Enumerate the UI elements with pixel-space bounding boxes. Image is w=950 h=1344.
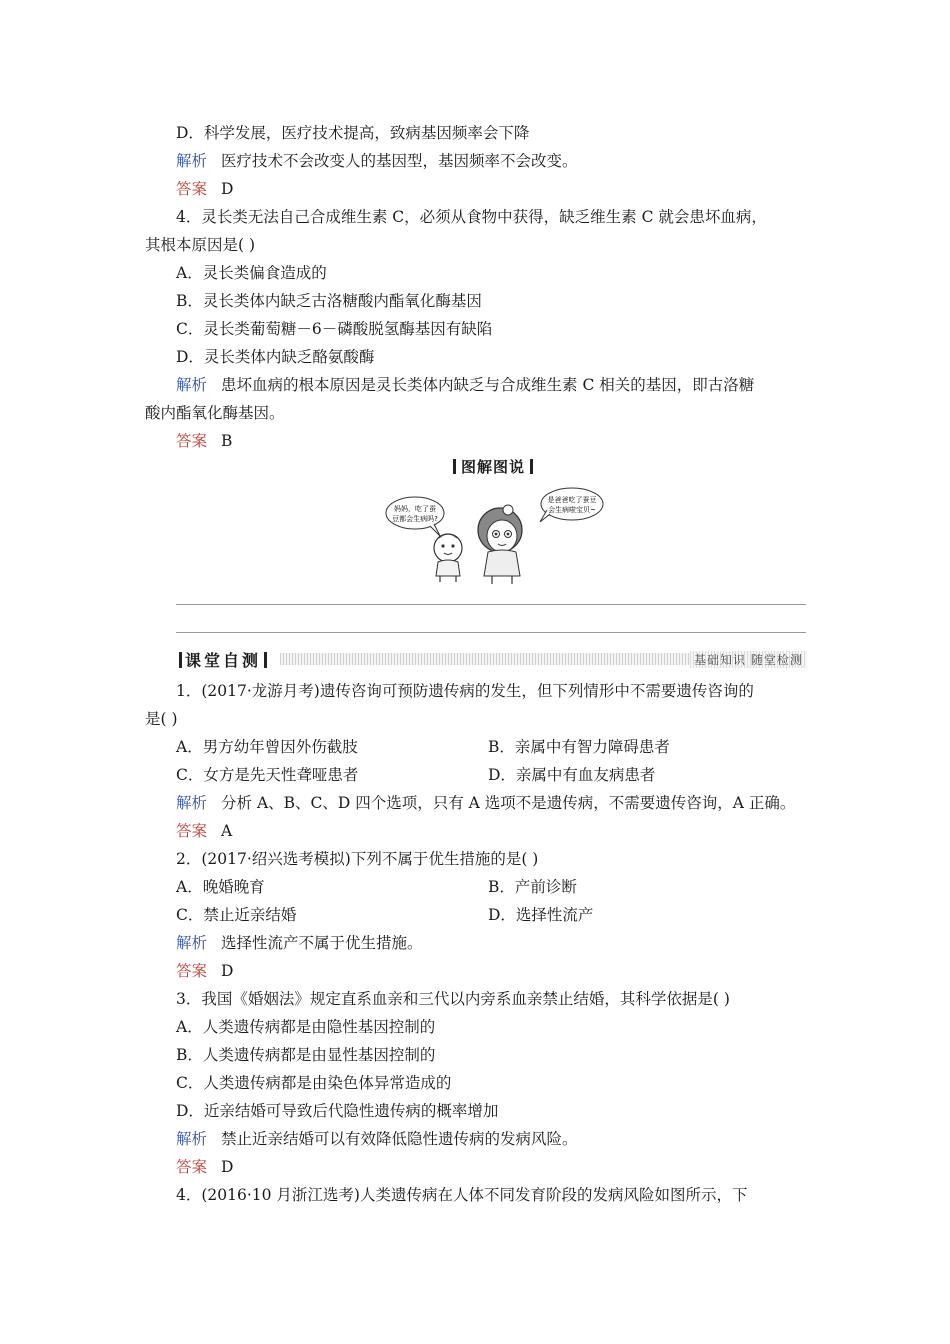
selftest-1-analysis: [176, 793, 795, 813]
question-4-option-a: A．灵长类偏食造成的: [176, 264, 327, 282]
question-4-option-c: C．灵长类葡萄糖－6－磷酸脱氢酶基因有缺陷: [176, 320, 493, 338]
answer-text: D: [221, 962, 234, 980]
selftest-3-answer: [176, 1157, 233, 1177]
selftest-2-options-ab: [176, 877, 577, 897]
selftest-3-option-d: D．近亲结婚可导致后代隐性遗传病的概率增加: [176, 1102, 499, 1120]
answer-label: 答案: [176, 180, 208, 198]
selftest-3-option-c: C．人类遗传病都是由染色体异常造成的: [176, 1074, 452, 1092]
section-title: 课堂自测: [176, 648, 270, 671]
selftest-2-answer: [176, 961, 233, 981]
answer-text: D: [221, 180, 234, 198]
option-b: B．亲属中有智力障碍患者: [488, 738, 670, 756]
section-divider: [280, 653, 710, 665]
selftest-3-stem: 3．我国《婚姻法》规定直系血亲和三代以内旁系血亲禁止结婚，其科学依据是( ): [176, 990, 730, 1008]
option-a: A．男方幼年曾因外伤截肢: [176, 738, 358, 756]
option-d: D．科学发展，医疗技术提高，致病基因频率会下降: [176, 124, 530, 142]
selftest-2-stem: 2．(2017·绍兴选考模拟)下列不属于优生措施的是( ): [176, 850, 539, 868]
section-banner: [176, 648, 846, 670]
cartoon-illustration: [384, 486, 604, 586]
svg-text:豆都会生病吗?: 豆都会生病吗?: [392, 515, 438, 523]
analysis-text: 分析 A、B、C、D 四个选项，只有 A 选项不是遗传病，不需要遗传咨询，A 正确。: [221, 794, 796, 812]
option-c: C．女方是先天性聋哑患者: [176, 766, 359, 784]
selftest-1-options-ab: [176, 737, 670, 757]
analysis-text: 患坏血病的根本原因是灵长类体内缺乏与合成维生素 C 相关的基因，即古洛糖: [221, 376, 755, 394]
analysis-line: [176, 151, 578, 171]
selftest-1-stem-cont: 是( ): [145, 710, 178, 728]
selftest-1-answer: [176, 821, 232, 841]
option-b: B．产前诊断: [488, 878, 577, 896]
option-d: D．亲属中有血友病患者: [488, 766, 656, 784]
option-a: A．晚婚晚育: [176, 878, 265, 896]
figure-title: 图解图说: [448, 456, 538, 477]
selftest-2-options-cd: [176, 905, 594, 925]
analysis-label: 解析: [176, 1130, 208, 1148]
question-4-analysis: [176, 375, 754, 395]
analysis-label: 解析: [176, 376, 208, 394]
analysis-label: 解析: [176, 794, 208, 812]
analysis-text: 选择性流产不属于优生措施。: [221, 934, 423, 952]
selftest-2-analysis: [176, 933, 423, 953]
selftest-3-analysis: [176, 1129, 578, 1149]
analysis-label: 解析: [176, 934, 208, 952]
selftest-1-options-cd: [176, 765, 656, 785]
answer-text: D: [221, 1158, 234, 1176]
answer-line: [176, 179, 233, 199]
question-4-answer: [176, 431, 232, 451]
question-4-stem-cont: 其根本原因是( ): [145, 236, 256, 254]
question-4-analysis-cont: 酸内酯氧化酶基因。: [145, 404, 285, 422]
option-d: D．选择性流产: [488, 906, 594, 924]
selftest-3-option-a: A．人类遗传病都是由隐性基因控制的: [176, 1018, 436, 1036]
question-4-stem: 4．灵长类无法自己合成维生素 C，必须从食物中获得，缺乏维生素 C 就会患坏血病，: [176, 208, 767, 226]
selftest-3-option-b: B．人类遗传病都是由显性基因控制的: [176, 1046, 436, 1064]
selftest-1-stem: 1．(2017·龙游月考)遗传咨询可预防遗传病的发生，但下列情形中不需要遗传咨询的: [176, 682, 754, 700]
selftest-4-stem: 4．(2016·10 月浙江选考)人类遗传病在人体不同发育阶段的发病风险如图所示，下: [176, 1186, 748, 1204]
blank-line: [176, 632, 806, 633]
section-subtitle: 基础知识 随堂检测: [690, 651, 807, 668]
answer-label: 答案: [176, 962, 208, 980]
option-c: C．禁止近亲结婚: [176, 906, 297, 924]
svg-text:会生病啦宝贝~: 会生病啦宝贝~: [548, 506, 596, 514]
analysis-text: 医疗技术不会改变人的基因型，基因频率不会改变。: [221, 152, 578, 170]
analysis-label: 解析: [176, 152, 208, 170]
answer-text: A: [221, 822, 233, 840]
question-4-option-b: B．灵长类体内缺乏古洛糖酸内酯氧化酶基因: [176, 292, 482, 310]
question-4-option-d: D．灵长类体内缺乏酪氨酸酶: [176, 348, 375, 366]
answer-label: 答案: [176, 432, 208, 450]
answer-label: 答案: [176, 1158, 208, 1176]
blank-line: [176, 604, 806, 605]
analysis-text: 禁止近亲结婚可以有效降低隐性遗传病的发病风险。: [221, 1130, 578, 1148]
svg-text:是爸爸吃了蚕豆: 是爸爸吃了蚕豆: [547, 496, 597, 504]
svg-text:妈妈，吃了蚕: 妈妈，吃了蚕: [394, 505, 436, 513]
answer-text: B: [221, 432, 233, 450]
answer-label: 答案: [176, 822, 208, 840]
